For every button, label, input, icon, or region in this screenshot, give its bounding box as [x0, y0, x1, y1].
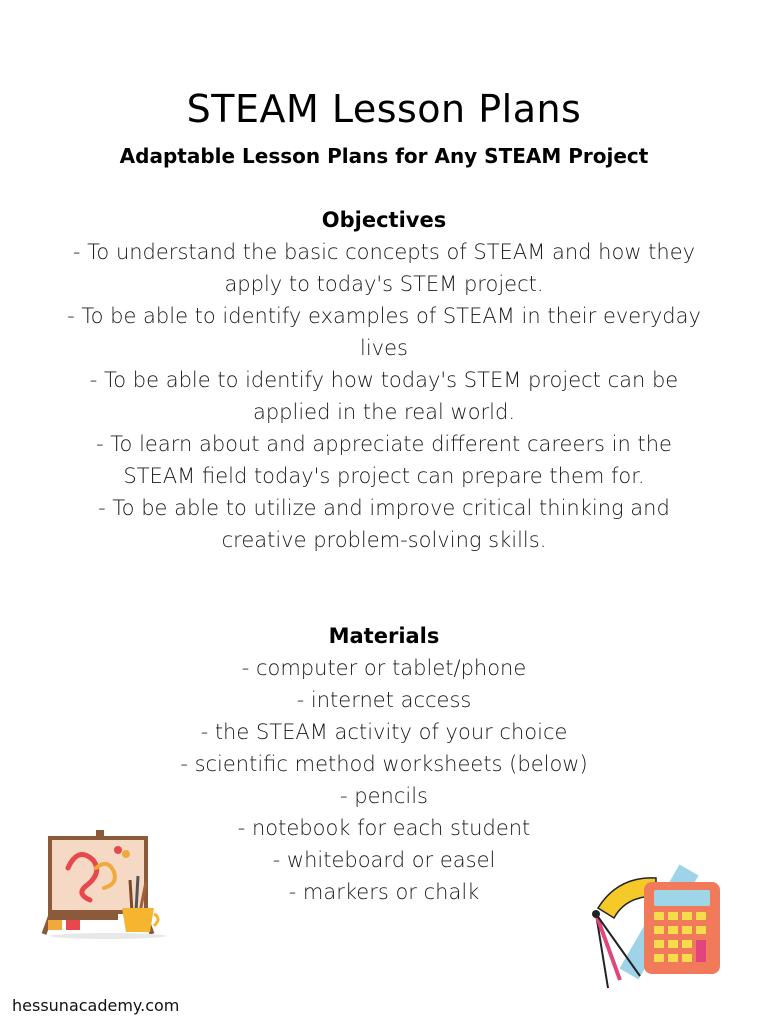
page-subtitle: Adaptable Lesson Plans for Any STEAM Project: [119, 144, 649, 168]
footer-website: hessunacademy.com: [12, 996, 180, 1015]
page-title: STEAM Lesson Plans: [186, 87, 582, 132]
list-item: - notebook for each student: [237, 816, 531, 840]
objectives-list: [60, 236, 708, 556]
calculator-compass-ruler-icon: [578, 848, 728, 998]
list-item: - To be able to utilize and improve critical thinking and creative problem-solving skills.: [98, 496, 670, 552]
list-item: - scientific method worksheets (below): [180, 752, 588, 776]
list-item: - To learn about and appreciate different careers in the STEAM field today's project can prepare them for.: [96, 432, 672, 488]
list-item: - internet access: [296, 688, 472, 712]
list-item: - To be able to identify examples of STEAM in their everyday lives: [67, 304, 701, 360]
list-item: - the STEAM activity of your choice: [200, 720, 568, 744]
list-item: - To understand the basic concepts of STEAM and how they apply to today's STEM project.: [72, 240, 696, 296]
easel-paint-icon: [38, 828, 168, 940]
objectives-heading: Objectives: [321, 208, 447, 232]
objectives-section: [60, 204, 708, 556]
materials-heading: Materials: [328, 624, 440, 648]
list-item: - pencils: [340, 784, 428, 808]
list-item: - markers or chalk: [288, 880, 480, 904]
list-item: - To be able to identify how today's STEM project can be applied in the real world.: [89, 368, 679, 424]
list-item: - computer or tablet/phone: [241, 656, 527, 680]
list-item: - whiteboard or easel: [272, 848, 496, 872]
